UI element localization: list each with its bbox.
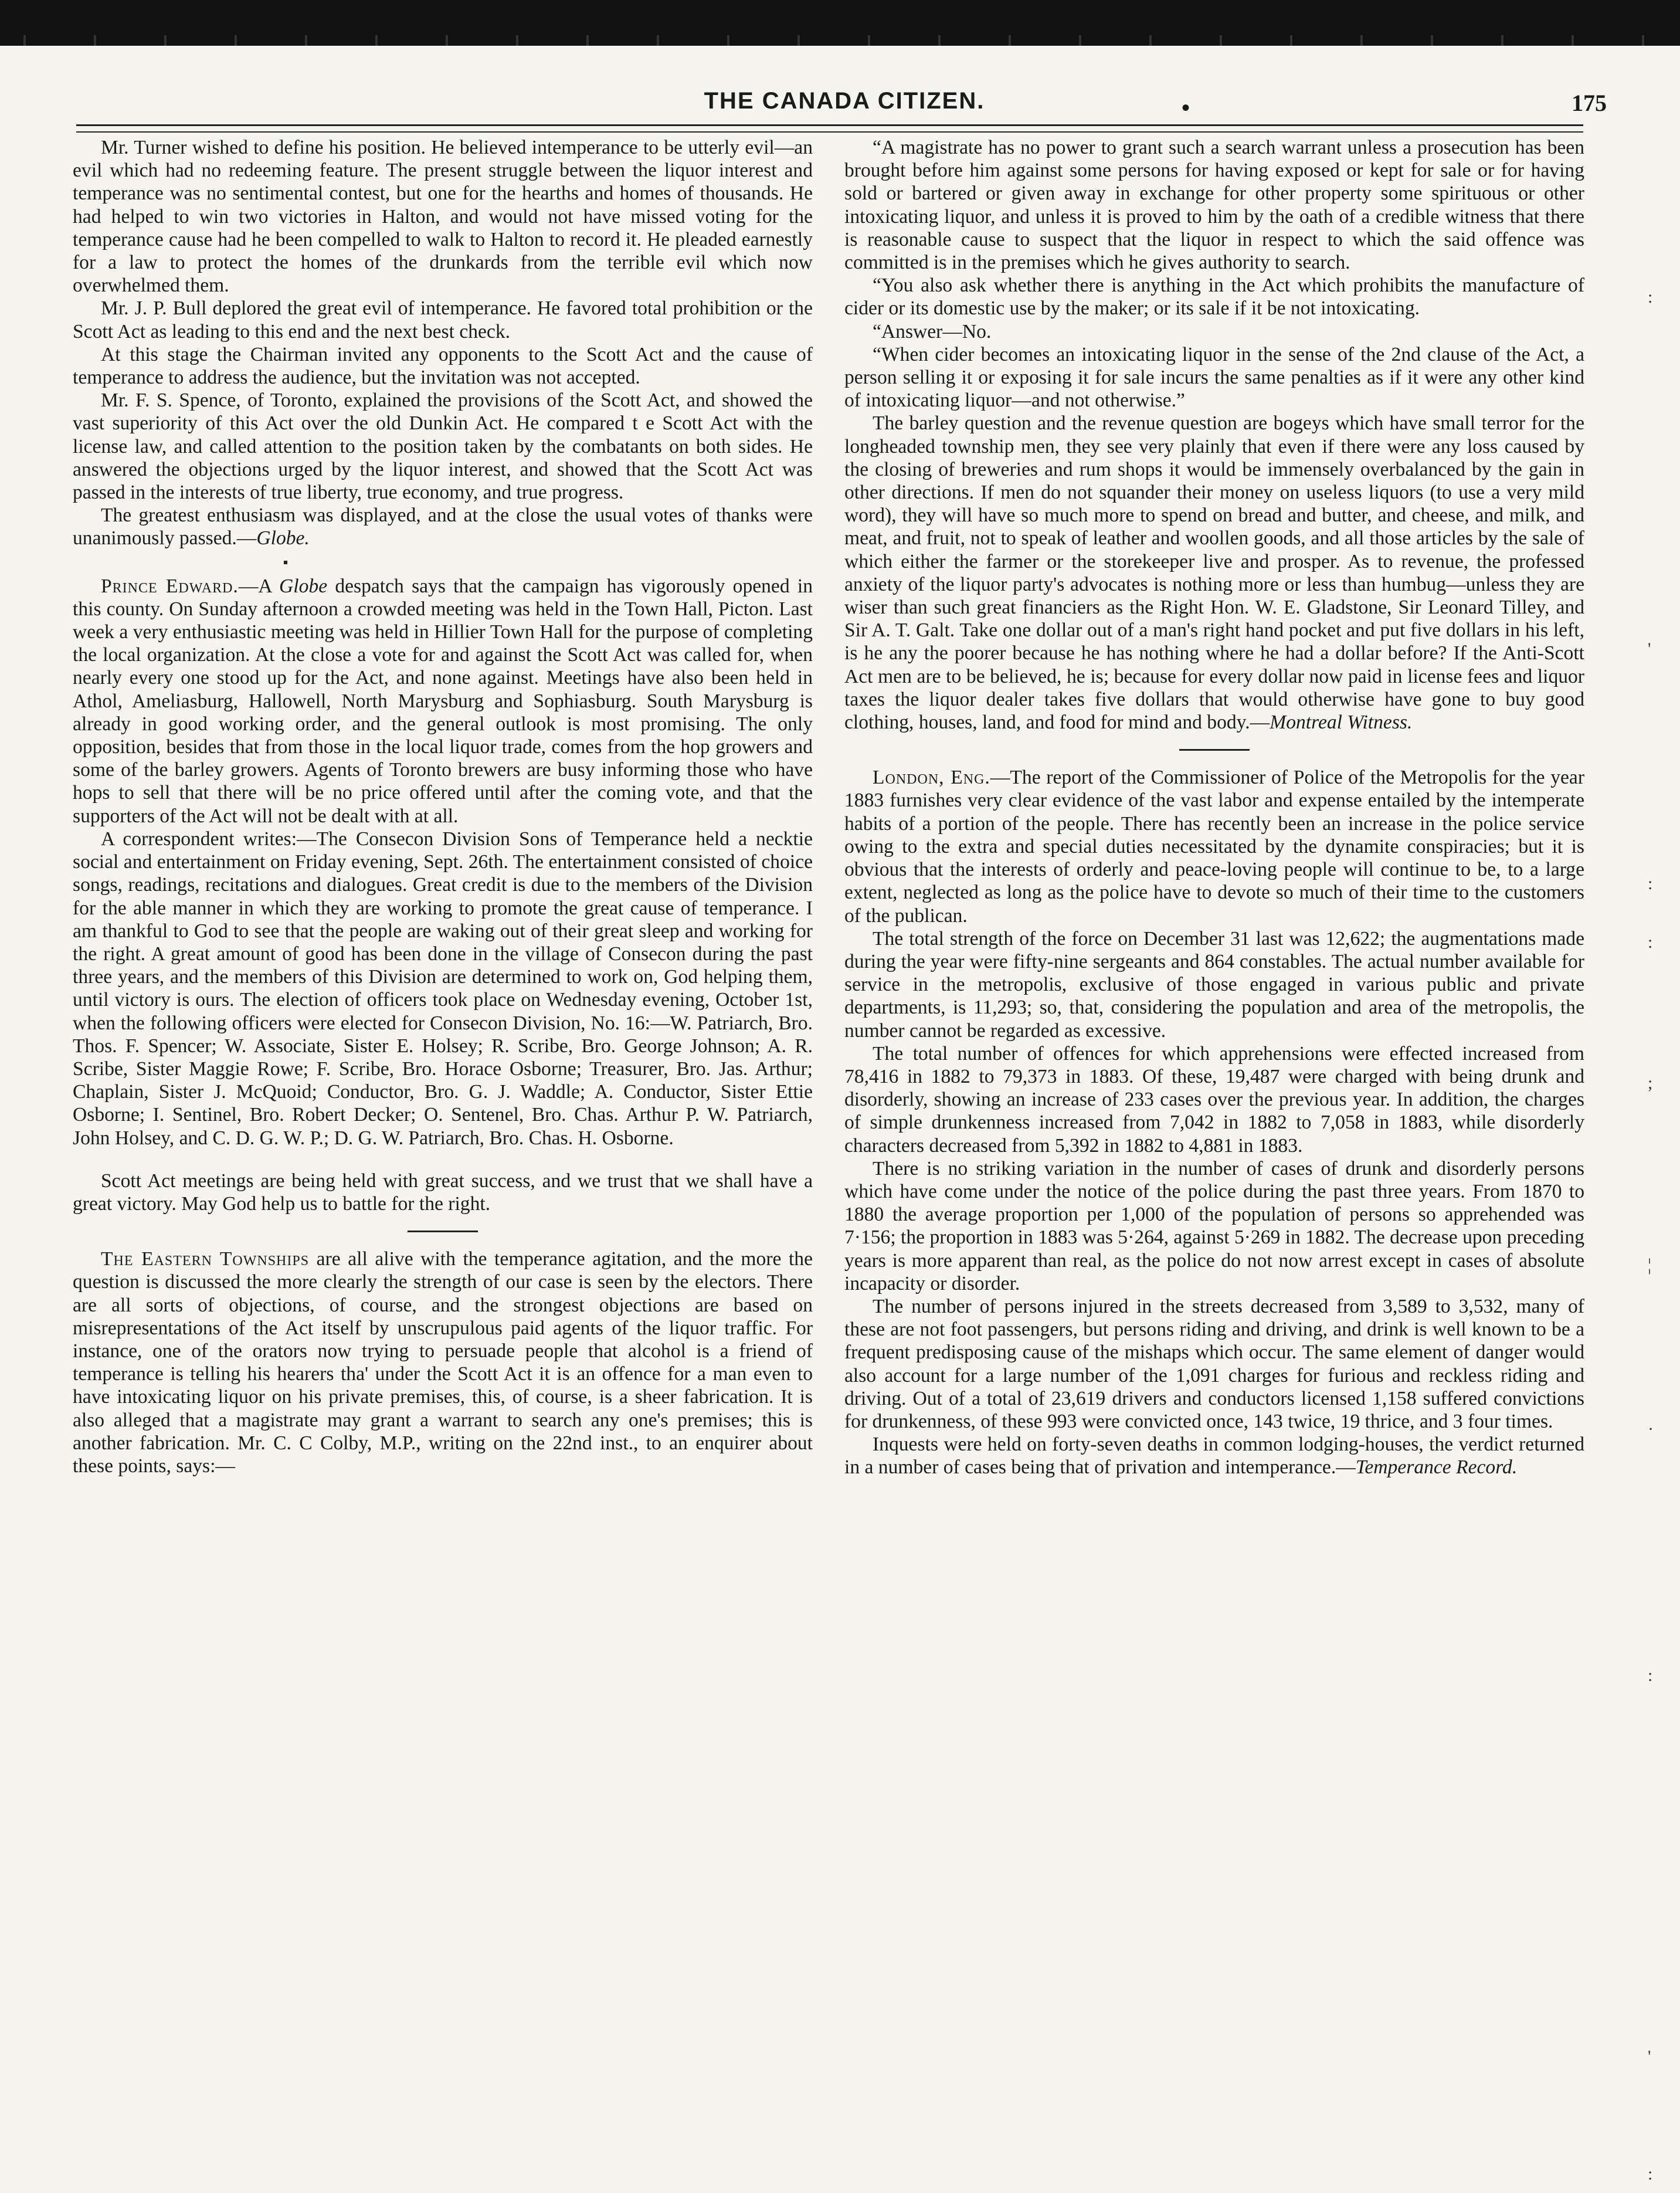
london-paragraph bbox=[844, 766, 1584, 927]
running-head bbox=[82, 88, 1607, 123]
magistrate-paragraph: “A magistrate has no power to grant such a search warrant unless a prosecution has been brought before him against some persons for having exposed or kept for sale or for having sold or bartered or given away in exchange for other property some spirituous or other intoxicating liquor, and unless it is proved to him by the oath of a credible witness that there is reasonable cause to suspect that the liquor in respect to which the said offence was committed is in the premises which he gives authority to search. bbox=[844, 137, 1584, 274]
prince-edward-lead: Prince Edward. bbox=[101, 575, 239, 597]
scan-margin-marks bbox=[1648, 111, 1671, 2184]
prince-edward-body: despatch says that the campaign has vigorously opened in this county. On Sunday afternoon a crowded meeting was held in the Town Hall, Picton. Last week a very enthusiastic meeting was held in Hillier Town Hall for the purpose of completing the local organization. At the close a vote for and against the Scott Act was called for, when nearly every one stood up for the Act, and none against. Meetings have also been held in Athol, Ameliasburg, Hallowell, North Marysburg and Sophiasburg. South Marysburg is already in good working order, and the general outlook is most promising. The only opposition, besides that from those in the local liquor trade, comes from the hop growers and some of the barley growers. Agents of Toronto brewers are busy informing those who have hops to sell that there will be no price offered until after the coming vote, and that the supporters of the Act will not be dealt with at all. bbox=[73, 575, 813, 827]
strength-paragraph: The total strength of the force on December 31 last was 12,622; the augmentations made during the year were fifty-nine sergeants and 864 constables. The actual number available for service in the metropolis, exclusive of those engaged in various public and private departments, is 11,293; so, that, considering the population and area of the metropolis, the number cannot be regarded as excessive. bbox=[844, 927, 1584, 1042]
barley-text: The barley question and the revenue question are bogeys which have small terror for the longheaded township men, they see very plainly that even if there were any loss caused by the closing of breweries and rum shops it would be immensely overbalanced by the gain in other directions. If men do not squander their money on useless liquors (to use a very mild word), they will have so much more to spend on bread and butter, and cheese, and milk, and meat, and fruit, not to speak of leather and woollen goods, and all those articles by the sale of which either the farmer or the storekeeper live and prosper. As to revenue, the professed anxiety of the liquor party's advocates is nothing more or less than humbug—unless they are wiser than such great financiers as the Right Hon. W. E. Gladstone, Sir Leonard Tilley, and Sir A. T. Galt. Take one dollar out of a man's right hand pocket and put five dollars in his left, is he any the poorer because he has nothing where he had a dollar before? If the Anti-Scott Act men are to be believed, he is; because for every dollar now paid in license fees and liquor taxes the liquor dealer takes five dollars that would otherwise have gone to buy good clothing, houses, land, and food for mind and body.— bbox=[844, 412, 1584, 734]
london-body: —The report of the Commissioner of Police of the Metropolis for the year 1883 furnishes very clear evidence of the vast labor and expense entailed by the intemperate habits of a portion of the people. There has recently been an increase in the police service owing to the extra and special duties necessitated by the dynamite conspiracies; but it is obvious that the interests of orderly and peace-loving people will continue to be, to a large extent, neglected as long as the police have to devote so much of their time to the customers of the publican. bbox=[844, 767, 1585, 927]
section-rule bbox=[1179, 749, 1250, 751]
offences-paragraph: The total number of offences for which apprehensions were effected increased from 78,416 in 1882 to 79,373 in 1883. Of these, 19,487 were charged with being drunk and disorderly, showing an increase of 233 cases over the previous year. In addition, the charges of simple drunkenness increased from 7,042 in 1882 to 7,058 in 1883, while disorderly characters decreased from 5,392 in 1882 to 4,881 in 1883. bbox=[844, 1042, 1584, 1157]
header-dot: • bbox=[1182, 94, 1190, 121]
scan-edge-noise bbox=[0, 35, 1680, 46]
scan-top-border bbox=[0, 0, 1680, 46]
answer-paragraph: “Answer—No. bbox=[873, 320, 992, 343]
london-lead: London, Eng. bbox=[873, 767, 990, 789]
scott-meetings-paragraph: Scott Act meetings are being held with great success, and we trust that we shall have a great victory. May God help us to battle for the right. bbox=[73, 1170, 813, 1215]
margin-mark: : bbox=[1648, 2164, 1653, 2184]
margin-mark: · bbox=[1648, 1419, 1654, 1439]
margin-mark: : bbox=[1648, 1666, 1653, 1685]
left-column bbox=[73, 136, 813, 1477]
variation-paragraph: There is no striking variation in the number of cases of drunk and disorderly persons which have come under the notice of the police during the past three years. From 1870 to 1880 the average proportion per 1,000 of the population of persons so apprehended was 7·156; the proportion in 1883 was 5·264, against 5·269 in 1882. The decrease upon preceding years is more apparent than real, as the police do not now arrest except in cases of absolute incapacity or disorder. bbox=[844, 1157, 1584, 1294]
page-number: 175 bbox=[1572, 90, 1607, 116]
margin-mark: : bbox=[1648, 874, 1653, 893]
eastern-townships-body: are all alive with the temperance agitation, and the more the question is discussed the more clearly the strength of our case is seen by the electors. There are all sorts of objections, of course, and the strongest objections are based on misrepresentations of the Act itself by unscrupulous paid agents of the liquor traffic. For instance, one of the orators now trying to persuade people that alcohol is a friend of temperance is telling his hearers tha' under the Scott Act it is an offence for a man even to have intoxicating liquor on his private premises, this, of course, is a sheer fabrication. It is also alleged that a magistrate may grant a warrant to search any one's premises; this is another fabrication. Mr. C. C Colby, M.P., writing on the 22nd inst., to an enquirer about these points, says:— bbox=[73, 1248, 813, 1477]
eastern-townships-paragraph bbox=[73, 1248, 813, 1477]
turner-paragraph: Mr. Turner wished to define his position. He believed intemperance to be utterly evil—an evil which had no redeeming feature. The present struggle between the liquor interest and temperance was no sentimental contest, but one for the hearths and homes of thousands. He had helped to win two victories in Halton, and would not have missed voting for the temperance cause had he been compelled to walk to Halton to record it. He pleaded earnestly for a law to protect the homes of the drunkards from the terrible evil which now overwhelmed them. bbox=[73, 137, 813, 297]
chairman-paragraph: At this stage the Chairman invited any opponents to the Scott Act and the cause of temperance to address the audience, but the invitation was not accepted. bbox=[73, 343, 813, 389]
margin-mark: ' bbox=[1648, 2047, 1651, 2066]
cider-question-paragraph: “You also ask whether there is anything in the Act which prohibits the manufacture of cider or its domestic use by the maker; or its sale if it be not intoxicating. bbox=[844, 274, 1584, 320]
cider-paragraph: “When cider becomes an intoxicating liquor in the sense of the 2nd clause of the Act, a person selling it or exposing it for sale incurs the same penalties as if it were any other kind of intoxicating liquor—and not otherwise.” bbox=[844, 343, 1584, 412]
newspaper-title: THE CANADA CITIZEN. bbox=[704, 88, 985, 114]
globe-source: Globe. bbox=[256, 527, 310, 550]
paragraph-separator bbox=[284, 561, 287, 564]
bull-paragraph: Mr. J. P. Bull deplored the great evil of intemperance. He favored total prohibition or the Scott Act as leading to this end and the next best check. bbox=[73, 297, 813, 343]
prince-edward-globe: Globe bbox=[279, 575, 328, 597]
spence-paragraph: Mr. F. S. Spence, of Toronto, explained the provisions of the Scott Act, and showed the vast superiority of this Act over the old Dunkin Act. He compared t e Scott Act with the license law, and called attention to the position taken by the combatants on both sides. He answered the objections urged by the liquor interest, and showed that the Scott Act was passed in the interests of true liberty, true economy, and true progress. bbox=[73, 389, 813, 504]
margin-mark: ' bbox=[1648, 639, 1651, 659]
prince-edward-dash: —A bbox=[238, 575, 280, 597]
temperance-record-source: Temperance Record. bbox=[1355, 1456, 1518, 1479]
barley-paragraph bbox=[844, 412, 1584, 734]
injured-paragraph: The number of persons injured in the streets decreased from 3,589 to 3,532, many of these are not foot passengers, but persons riding and driving, and drink is well known to be a frequent predisposing cause of the mishaps which occur. The same element of danger would also account for a large number of the 1,091 charges for furious and reckless riding and driving. Out of a total of 23,619 drivers and conductors licensed 1,158 suffered convictions for drunkenness, of these 993 were convicted once, 143 twice, 19 thrice, and 3 four times. bbox=[844, 1295, 1584, 1432]
inquests-paragraph bbox=[844, 1433, 1584, 1479]
consecon-paragraph: A correspondent writes:—The Consecon Division Sons of Temperance held a necktie social and entertainment on Friday evening, Sept. 26th. The entertainment consisted of choice songs, readings, recitations and dialogues. Great credit is due to the members of the Division for the able manner in which they are working to promote the great cause of temperance. I am thankful to God to see that the people are waking out of their great sleep and working for the right. A great amount of good has been done in the village of Consecon during the past three years, and the members of this Division are determined to work on, God helping them, until victory is ours. The election of officers took place on Wednesday evening, October 1st, when the following officers were elected for Consecon Division, No. 16:—W. Patriarch, Bro. Thos. F. Spencer; W. Associate, Sister E. Holsey; R. Scribe, Bro. George Johnson; A. R. Scribe, Sister Maggie Rowe; F. Scribe, Bro. Horace Osborne; Treasurer, Bro. Jas. Arthur; Chaplain, Sister J. McQuoid; Conductor, Bro. G. J. Waddle; A. Conductor, Sister Ettie Osborne; I. Sentinel, Bro. Robert Decker; O. Sentenel, Bro. Chas. Arthur P. W. Patriarch, John Holsey, and C. D. G. W. P.; D. G. W. Patriarch, Bro. Chas. H. Osborne. bbox=[73, 828, 813, 1149]
header-rule bbox=[76, 124, 1583, 133]
prince-edward-paragraph bbox=[73, 575, 813, 828]
margin-mark: ¦ bbox=[1648, 1255, 1652, 1275]
enthusiasm-paragraph bbox=[73, 504, 813, 550]
montreal-witness-source: Montreal Witness. bbox=[1270, 711, 1413, 734]
section-rule bbox=[408, 1231, 478, 1232]
enthusiasm-text: The greatest enthusiasm was displayed, and at the close the usual votes of thanks were unanimously passed.— bbox=[73, 504, 813, 550]
inquests-text: Inquests were held on forty-seven deaths in common lodging-houses, the verdict returned in a number of cases being that of privation and intemperance.— bbox=[844, 1433, 1584, 1479]
right-column bbox=[844, 136, 1584, 1479]
eastern-townships-lead: The Eastern Townships bbox=[101, 1248, 310, 1270]
margin-mark: : bbox=[1648, 933, 1653, 952]
margin-mark: : bbox=[1648, 287, 1653, 307]
margin-mark: ; bbox=[1648, 1073, 1653, 1093]
